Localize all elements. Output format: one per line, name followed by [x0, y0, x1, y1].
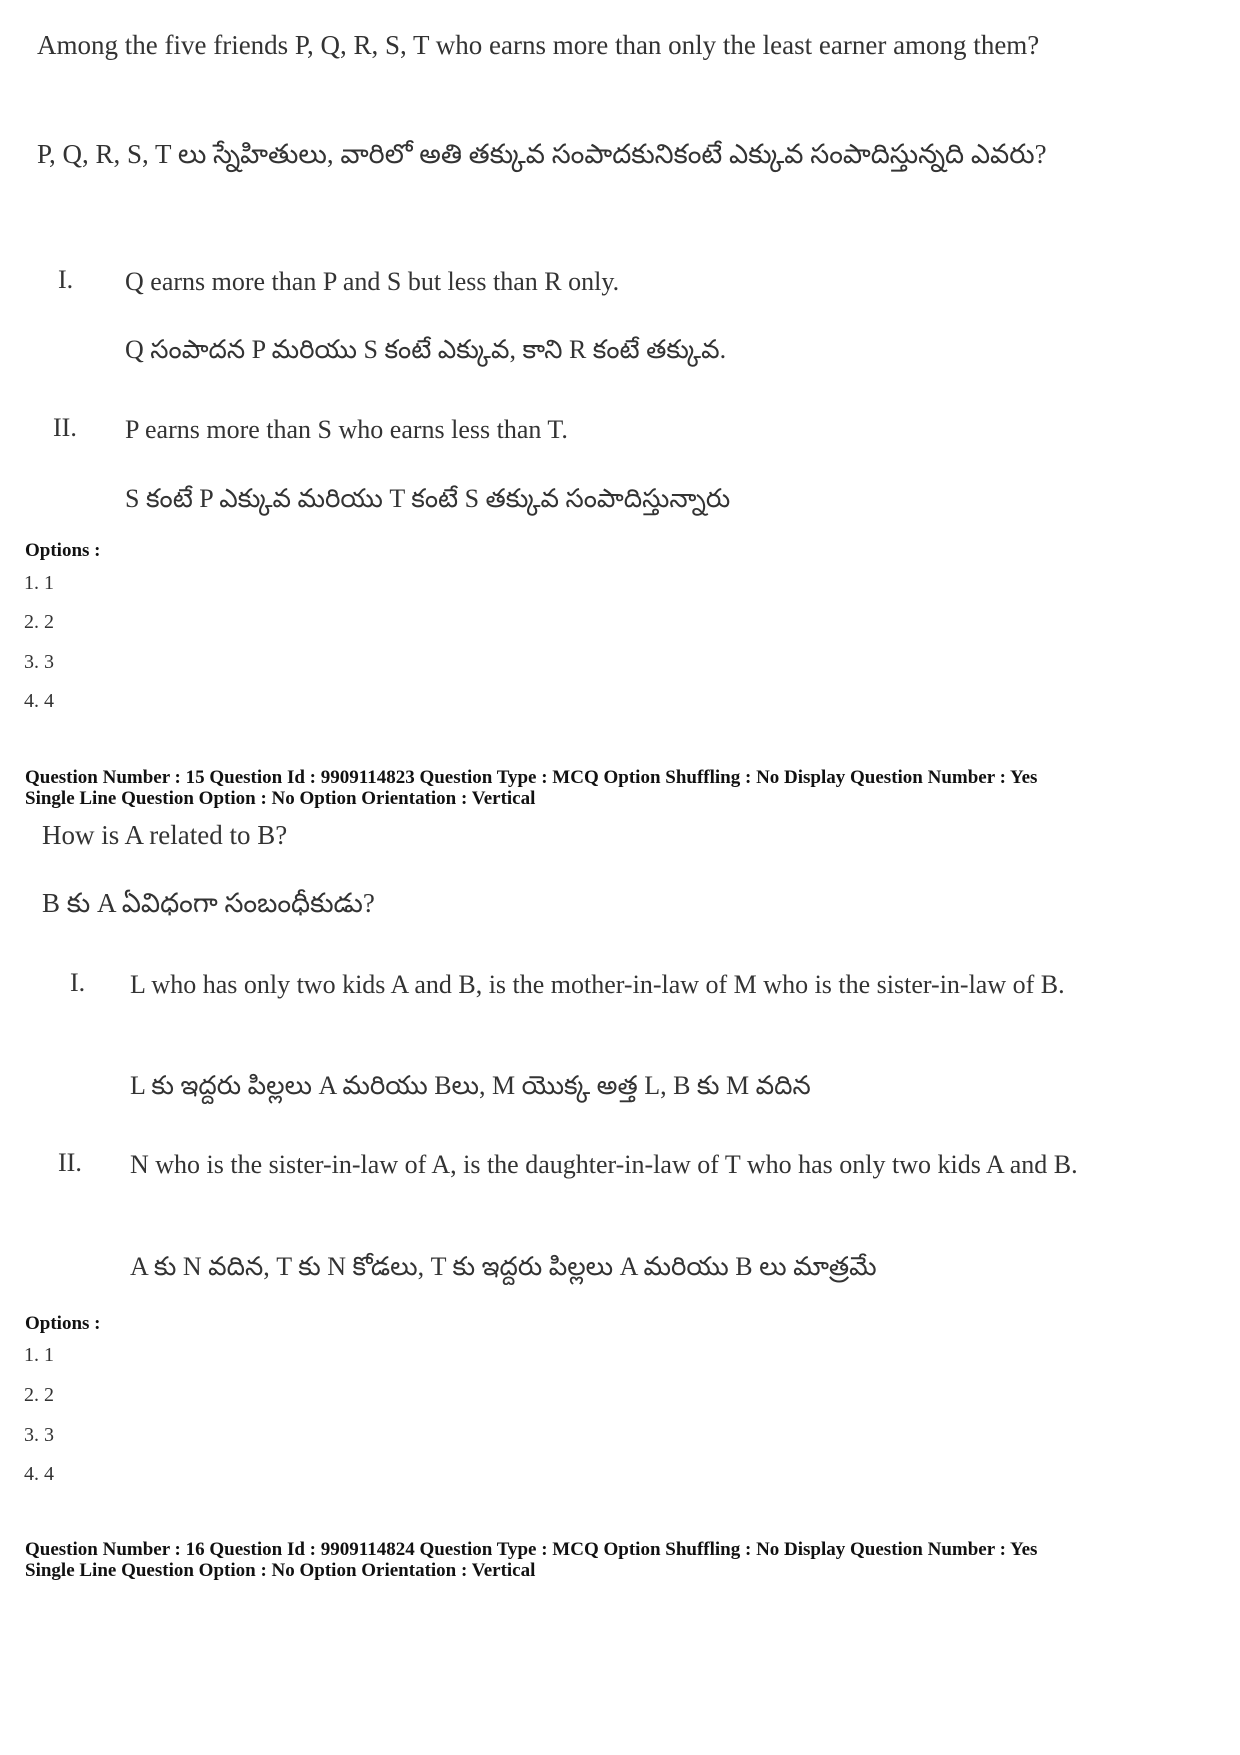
statement-en: Q earns more than P and S but less than R only. — [125, 267, 620, 296]
option-item[interactable]: 2. 2 — [24, 1384, 54, 1406]
option-item[interactable]: 4. 4 — [24, 1463, 54, 1485]
option-item[interactable]: 3. 3 — [24, 651, 54, 673]
question-meta-line-1: Question Number : 15 Question Id : 9909114823 Question Type : MCQ Option Shuffling : No Display Question Number : Yes — [25, 767, 1038, 788]
statement-en: P earns more than S who earns less than T. — [125, 415, 568, 444]
statement-en: L who has only two kids A and B, is the mother-in-law of M who is the sister-in-law of B. — [130, 970, 1065, 999]
question-text-en: Among the five friends P, Q, R, S, T who earns more than only the least earner among them? — [37, 30, 1040, 60]
options-label: Options : — [25, 540, 101, 561]
statement-numeral: II. — [53, 413, 77, 442]
statement-numeral: I. — [58, 265, 74, 294]
option-item[interactable]: 3. 3 — [24, 1424, 54, 1446]
option-item[interactable]: 4. 4 — [24, 690, 54, 712]
statement-te: A కు N వదిన, T కు N కోడలు, T కు ఇద్దరు పిల్లలు A మరియు B లు మాత్రమే — [130, 1252, 877, 1281]
question-text-en: How is A related to B? — [42, 820, 288, 850]
statement-numeral: II. — [58, 1148, 82, 1177]
options-label: Options : — [25, 1313, 101, 1334]
statement-te: S కంటే P ఎక్కువ మరియు T కంటే S తక్కువ సంపాదిస్తున్నారు — [125, 484, 731, 513]
question-meta-line-1: Question Number : 16 Question Id : 9909114824 Question Type : MCQ Option Shuffling : No Display Question Number : Yes — [25, 1539, 1038, 1560]
question-text-te: B కు A ఏవిధంగా సంబంధీకుడు? — [42, 888, 375, 918]
statement-numeral: I. — [70, 968, 86, 997]
option-item[interactable]: 1. 1 — [24, 572, 54, 594]
question-meta-line-2: Single Line Question Option : No Option Orientation : Vertical — [25, 1560, 536, 1581]
statement-te: L కు ఇద్దరు పిల్లలు A మరియు Bలు, M యొక్క అత్త L, B కు M వదిన — [130, 1071, 811, 1100]
question-meta-line-2: Single Line Question Option : No Option Orientation : Vertical — [25, 788, 536, 809]
option-item[interactable]: 2. 2 — [24, 611, 54, 633]
option-item[interactable]: 1. 1 — [24, 1344, 54, 1366]
question-text-te: P, Q, R, S, T లు స్నేహితులు, వారిలో అతి తక్కువ సంపాదకునికంటే ఎక్కువ సంపాదిస్తున్నది ఎవరు? — [37, 139, 1047, 169]
statement-te: Q సంపాదన P మరియు S కంటే ఎక్కువ, కాని R కంటే తక్కువ. — [125, 335, 727, 364]
statement-en: N who is the sister-in-law of A, is the daughter-in-law of T who has only two kids A and B. — [130, 1150, 1078, 1179]
